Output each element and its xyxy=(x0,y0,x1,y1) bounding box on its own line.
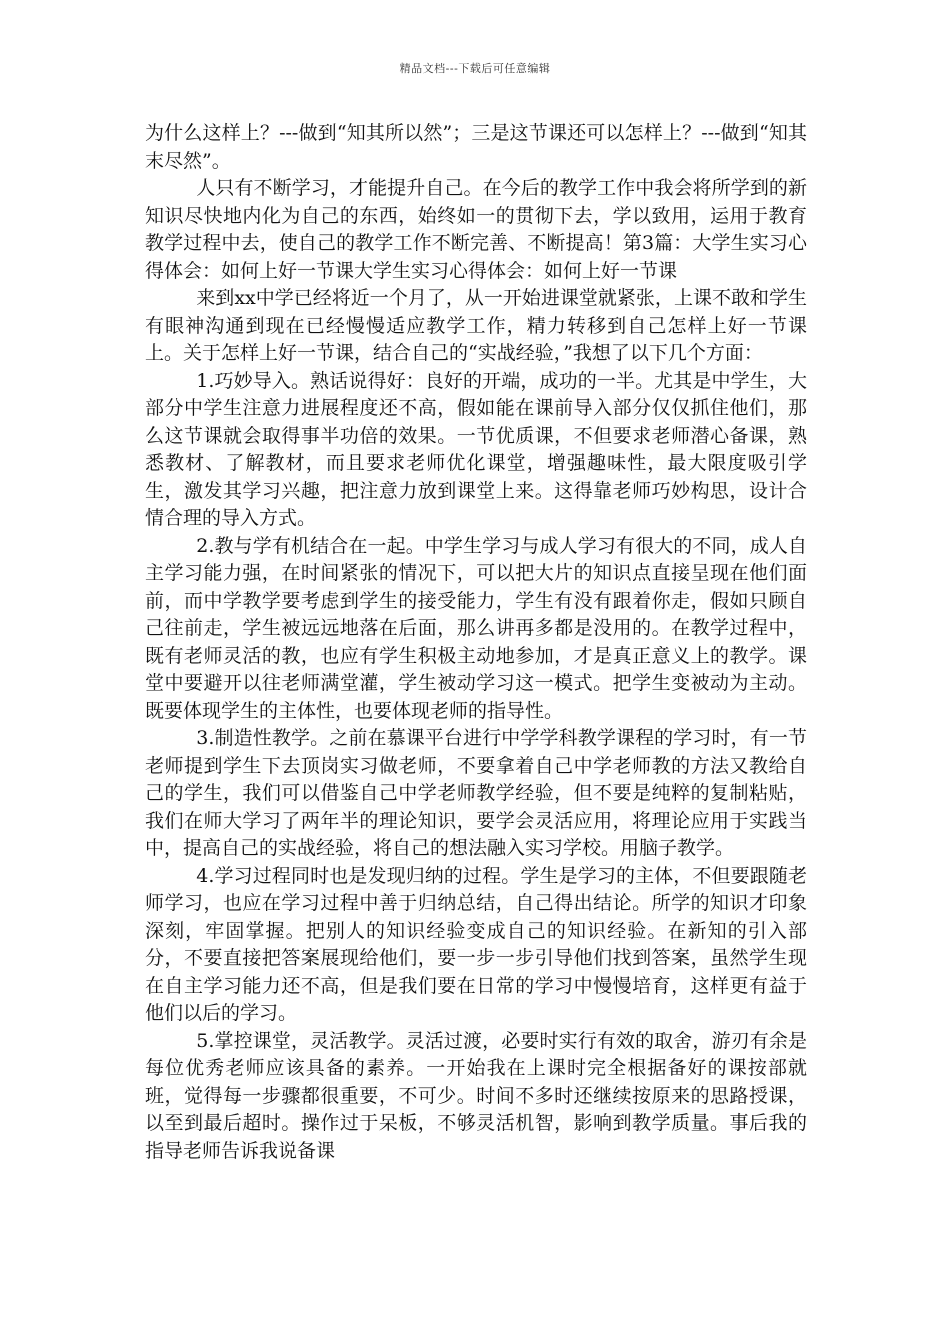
paragraph: 来到xx中学已经将近一个月了，从一开始进课堂就紧张，上课不敢和学生有眼神沟通到现在已经慢慢适应教学工作，精力转移到自己怎样上好一节课上。关于怎样上好一节课，结合自己的“实战经验，”我想了以下几个方面： xyxy=(145,287,807,364)
paragraph: 5.掌控课堂，灵活教学。灵活过渡，必要时实行有效的取舍，游刃有余是每位优秀老师应该具备的素养。一开始我在上课时完全根据备好的课按部就班，觉得每一步骤都很重要，不可少。时间不多时还继续按原来的思路授课，以至到最后超时。操作过于呆板，不够灵活机智，影响到教学质量。事后我的指导老师告诉我说备课 xyxy=(145,1029,807,1162)
paragraph: 4.学习过程同时也是发现归纳的过程。学生是学习的主体，不但要跟随老师学习，也应在学习过程中善于归纳总结，自己得出结论。所学的知识才印象深刻，牢固掌握。把别人的知识经验变成自己的知识经验。在新知的引入部分，不要直接把答案展现给他们，要一步一步引导他们找到答案，虽然学生现在自主学习能力还不高，但是我们要在日常的学习中慢慢培育，这样更有益于他们以后的学习。 xyxy=(145,864,807,1024)
paragraph: 人只有不断学习，才能提升自己。在今后的教学工作中我会将所学到的新知识尽快地内化为自己的东西，始终如一的贯彻下去，学以致用，运用于教育教学过程中去，使自己的教学工作不断完善、不断提高！第3篇：大学生实习心得体会：如何上好一节课大学生实习心得体会：如何上好一节课 xyxy=(145,177,807,282)
paragraph: 为什么这样上？---做到“知其所以然”；三是这节课还可以怎样上？---做到“知其末尽然”。 xyxy=(145,122,807,172)
paragraph: 2.教与学有机结合在一起。中学生学习与成人学习有很大的不同，成人自主学习能力强，在时间紧张的情况下，可以把大片的知识点直接呈现在他们面前，而中学教学要考虑到学生的接受能力，学生有没有跟着你走，假如只顾自己往前走，学生被远远地落在后面，那么讲再多都是没用的。在教学过程中，既有老师灵活的教，也应有学生积极主动地参加，才是真正意义上的教学。课堂中要避开以往老师满堂灌，学生被动学习这一模式。把学生变被动为主动。既要体现学生的主体性，也要体现老师的指导性。 xyxy=(145,534,807,722)
paragraph: 3.制造性教学。之前在慕课平台进行中学学科教学课程的学习时，有一节老师提到学生下去顶岗实习做老师，不要拿着自己中学老师教的方法又教给自己的学生，我们可以借鉴自己中学老师教学经验，但不要是纯粹的复制粘贴，我们在师大学习了两年半的理论知识，要学会灵活应用，将理论应用于实践当中，提高自己的实战经验，将自己的想法融入实习学校。用脑子教学。 xyxy=(145,727,807,859)
document-body xyxy=(145,120,807,1165)
page-header: 精品文档---下载后可任意编辑 xyxy=(399,62,551,75)
paragraph: 1.巧妙导入。熟话说得好：良好的开端，成功的一半。尤其是中学生，大部分中学生注意力进展程度还不高，假如能在课前导入部分仅仅抓住他们，那么这节课就会取得事半功倍的效果。一节优质课，不但要求老师潜心备课，熟悉教材、了解教材，而且要求老师优化课堂，增强趣味性，最大限度吸引学生，激发其学习兴趣，把注意力放到课堂上来。这得靠老师巧妙构思，设计合情合理的导入方式。 xyxy=(145,369,807,529)
